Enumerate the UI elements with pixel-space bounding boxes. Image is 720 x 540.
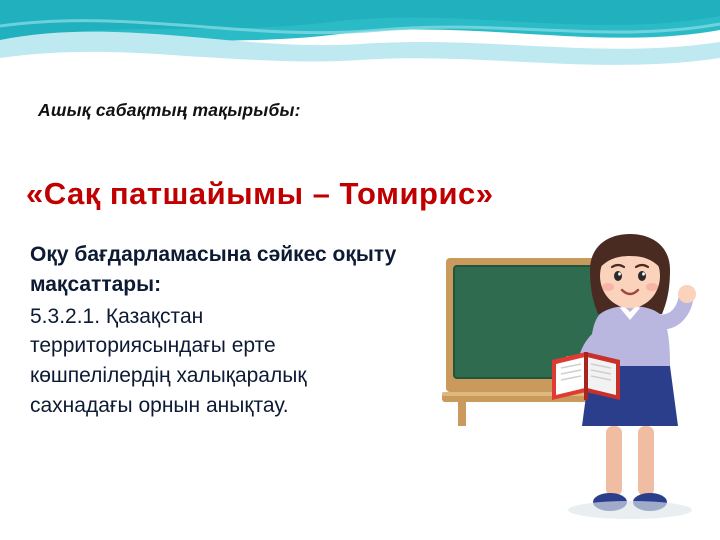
objectives-heading-line-2: оқыту мақсаттары:: [30, 243, 397, 296]
objectives-heading-line-1: Оқу бағдарламасына сәйкес: [30, 243, 327, 266]
teacher-at-chalkboard-icon: [440, 230, 708, 526]
decorative-top-banner: [0, 0, 720, 86]
teacher-chalkboard-illustration: [440, 230, 708, 526]
figure-shadow: [568, 501, 692, 519]
bottom-spacer: [0, 528, 720, 540]
objective-line-2: территориясындағы ерте: [30, 334, 276, 358]
banner-waves-icon: [0, 0, 720, 86]
lesson-objectives-block: [30, 240, 450, 421]
open-book-icon: [552, 352, 620, 400]
objectives-text: [30, 302, 450, 421]
objectives-heading: [30, 240, 450, 300]
objective-line-1: 5.3.2.1. Қазақстан: [30, 304, 204, 328]
objective-line-4: сахнадағы орнын анықтау.: [30, 394, 289, 418]
lesson-topic-label: Ашық сабақтың тақырыбы:: [38, 100, 301, 120]
objective-line-3: көшпелілердің халықаралық: [30, 364, 307, 388]
page-title: «Сақ патшайымы – Томирис»: [26, 176, 494, 211]
